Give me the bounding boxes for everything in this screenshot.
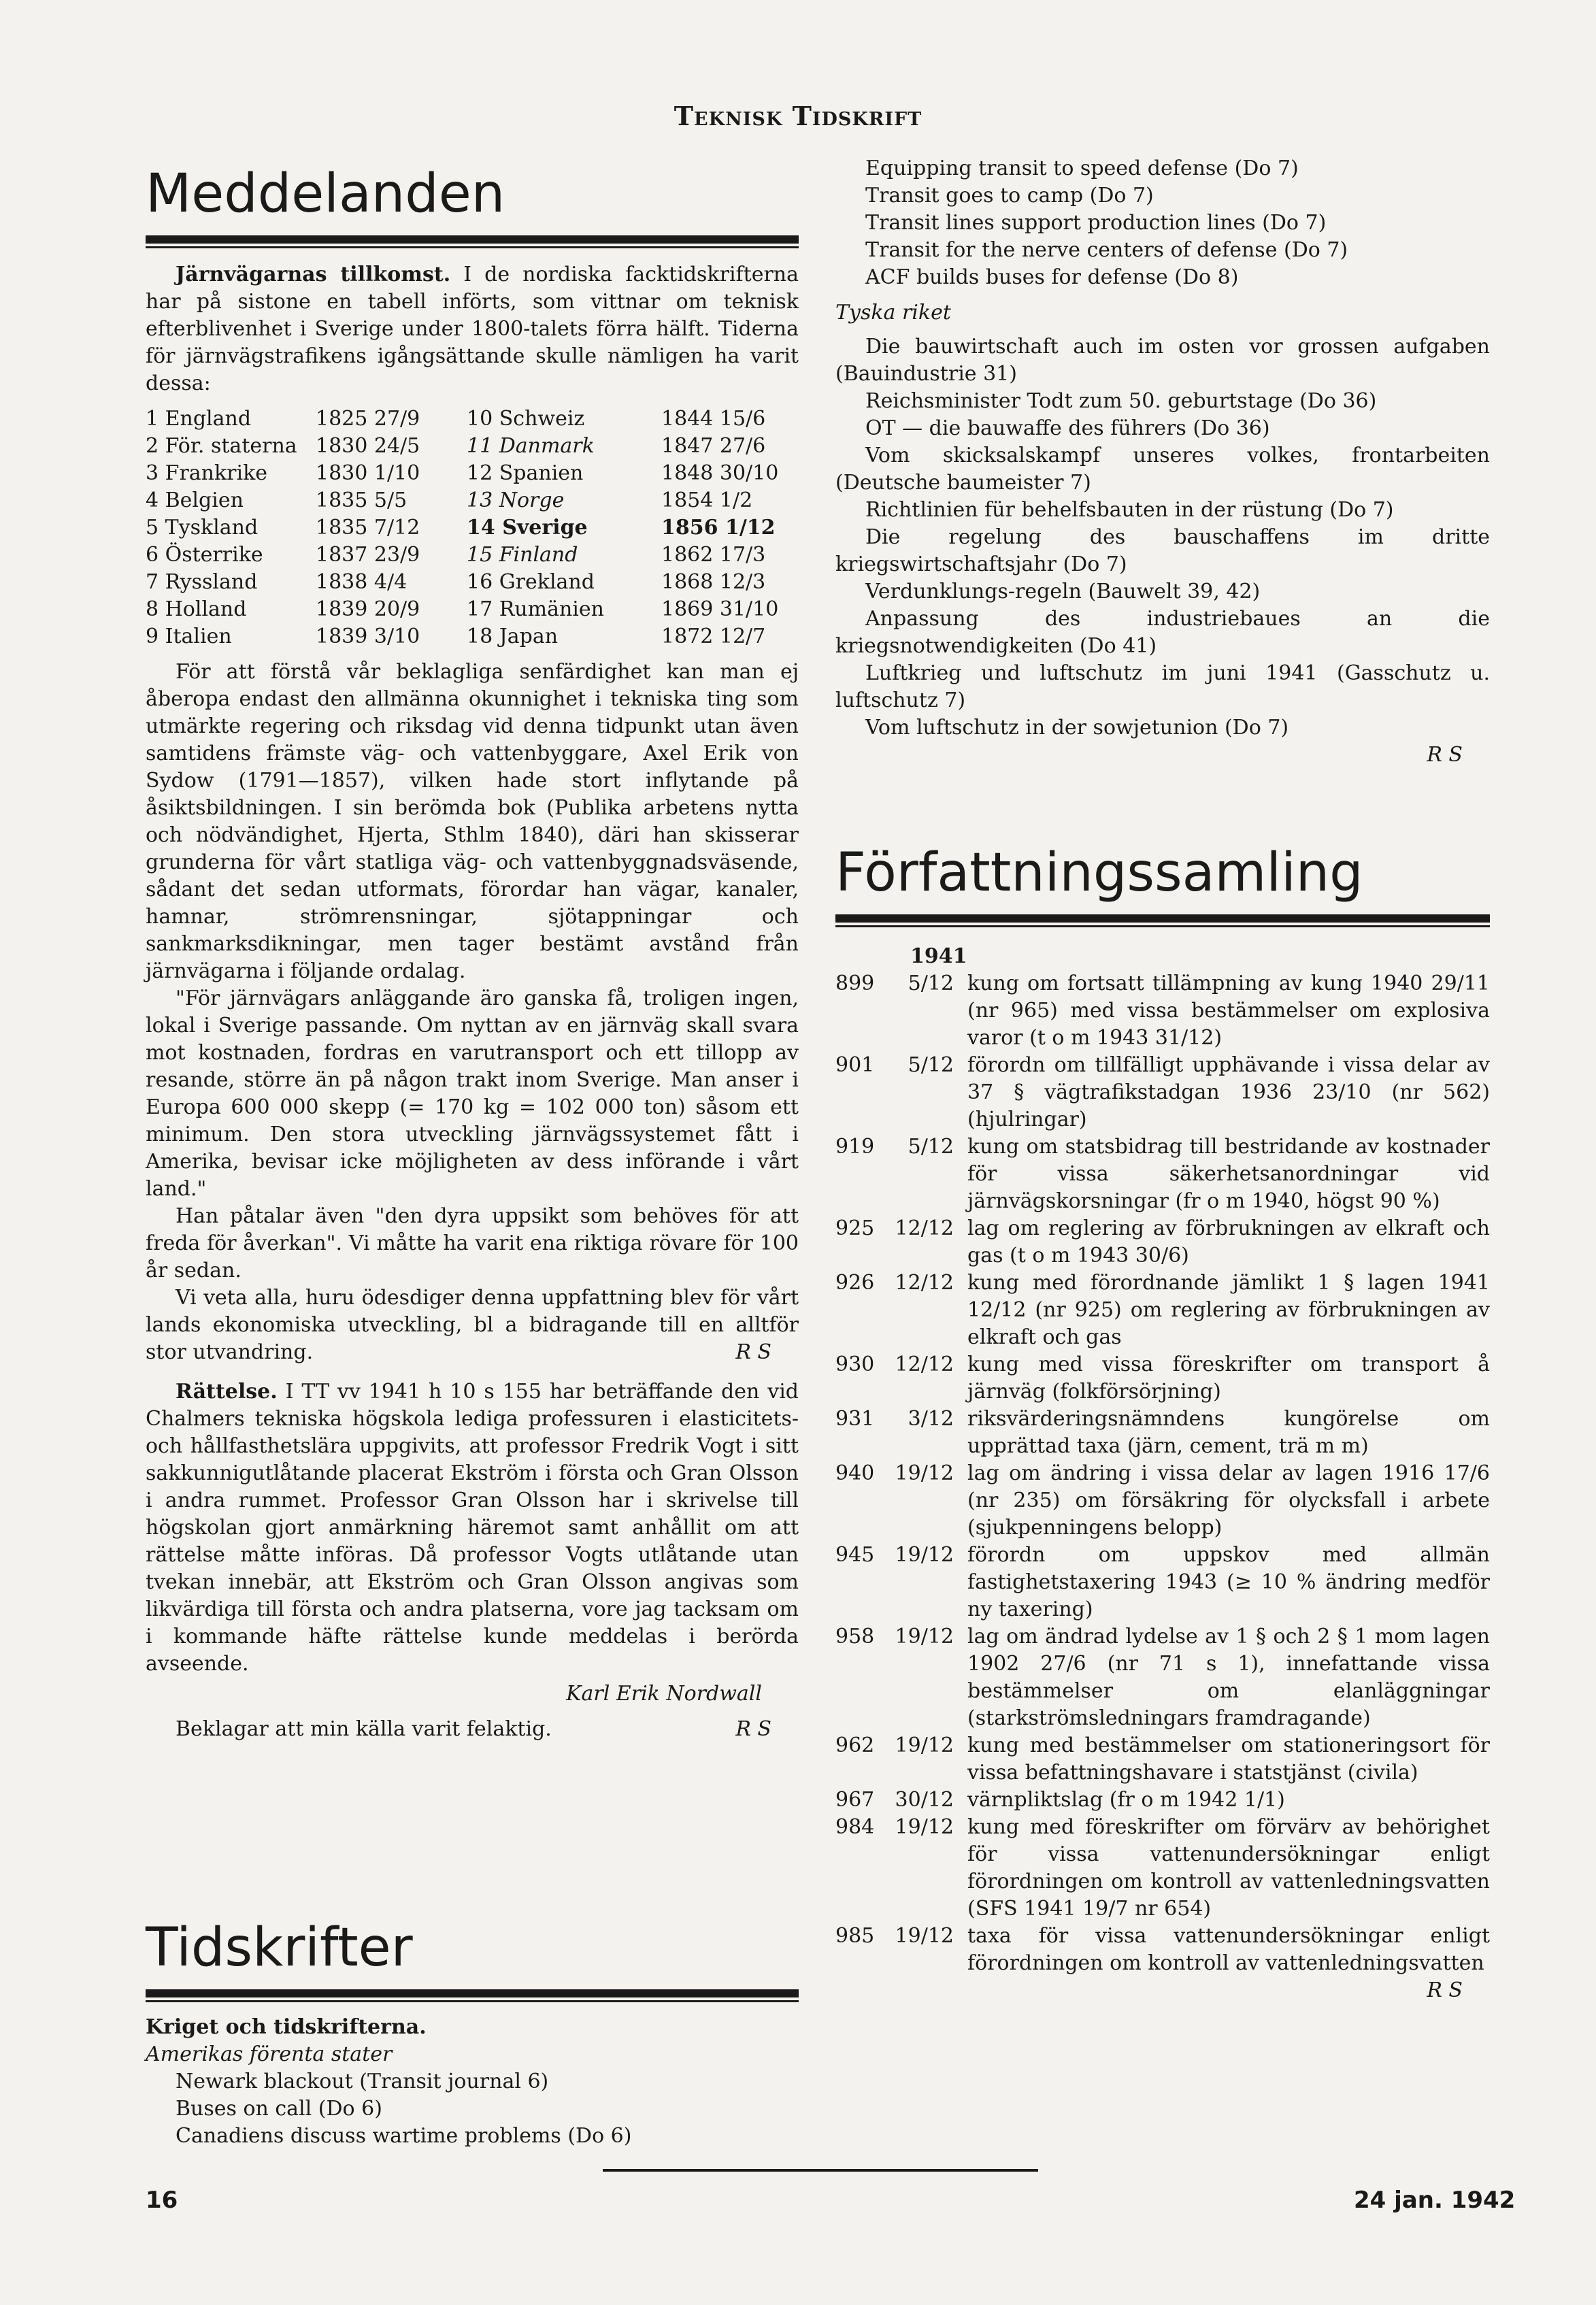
table-cell: 1868 12/3 <box>661 570 766 594</box>
rattelse-text: I TT vv 1941 h 10 s 155 har beträffande den vid Chalmers tekniska högskola lediga professuren i elasticitets- och hållfasthetslära uppgivits, att professor Fredrik Vogt i sitt sakkunnigutlåtande placerat Ekström i första och Gran Olsson i andra rummet. Professor Gran Olsson har i skrivelse till högskolan gjort anmärkning häremot samt anhållit om att rättelse måtte införas. Då professor Vogts utlåtande utan tvekan innebär, att Ekström och Gran Olsson angivas som likvärdiga till första och andra platserna, vore jag tacksam om i kommande häfte rättelse kunde meddelas i berörda avseende. <box>146 1380 799 1676</box>
table-cell: 7 Ryssland <box>146 570 258 594</box>
statute-row <box>835 1215 1490 1270</box>
subsection-us: Amerikas förenta stater <box>146 2042 393 2066</box>
list-item: Reichsminister Todt zum 50. geburtstage (Do 36) <box>865 389 1377 413</box>
statute-date: 19/12 <box>895 1924 954 1948</box>
statute-row <box>835 1460 1490 1542</box>
table-cell: 6 Österrike <box>146 543 263 567</box>
intro-text: I de nordiska facktidskrifterna har på sistone en tabell införts, som vittnar om teknisk efterblivenhet i Sverige under 1800-talets förra hälft. Tiderna för järnvägstrafikens igångsättande skulle nämligen ha varit dessa: <box>146 263 799 395</box>
table-cell: 13 Norge <box>467 488 565 512</box>
section-rule-thin <box>835 925 1490 927</box>
statute-row <box>835 1814 1490 1923</box>
section-title-meddelanden: Meddelanden <box>146 163 505 225</box>
table-cell: 3 Frankrike <box>146 461 268 485</box>
beklagar-line <box>146 1716 799 1743</box>
list-item: Richtlinien für behelfsbauten in der rüstung (Do 7) <box>865 498 1394 522</box>
table-row <box>146 514 799 542</box>
list-item: Die bauwirtschaft auch im osten vor grossen aufgaben (Bauindustrie 31) <box>835 335 1490 386</box>
statute-text: förordn om uppskov med allmän fastighetstaxering 1943 (≥ 10 % ändring medför ny taxering) <box>967 1543 1490 1621</box>
signature-nordwall: Karl Erik Nordwall <box>566 1682 762 1706</box>
statute-text: lag om ändring i vissa delar av lagen 1916 17/6 (nr 235) om försäkring för olycksfall i arbete (sjukpenningens belopp) <box>967 1461 1490 1540</box>
section-rule-thin <box>146 2000 799 2002</box>
list-item: ACF builds buses for defense (Do 8) <box>865 265 1239 289</box>
table-cell: 1862 17/3 <box>661 543 766 567</box>
statute-row <box>835 1542 1490 1623</box>
intro-paragraph <box>146 261 799 397</box>
table-row <box>146 460 799 487</box>
section-rule <box>146 1989 799 1997</box>
statute-row <box>835 1052 1490 1133</box>
signature-rs-3: R S <box>1427 743 1463 767</box>
tidskrifter-heading: Kriget och tidskrifterna. <box>146 2015 427 2039</box>
issue-date: 24 jan. 1942 <box>1354 2187 1516 2214</box>
statute-date: 5/12 <box>908 1053 954 1077</box>
signature-rs-4: R S <box>1427 1978 1463 2002</box>
statute-number: 930 <box>835 1353 875 1376</box>
rattelse-paragraph <box>146 1378 799 1678</box>
statute-date: 3/12 <box>908 1407 954 1431</box>
table-cell: 4 Belgien <box>146 488 244 512</box>
section-rule-thin <box>146 246 799 248</box>
paragraph-2: "För järnvägars anläggande äro ganska få, troligen ingen, lokal i Sverige passande. Om nyttan av en järnväg skall svara mot kostnaden, fordras en varutransport och ett tillopp av resande, större än på någon trakt inom Sverige. Man anser i Europa 600 000 skepp (= 170 kg = 102 000 ton) såsom ett minimum. Den stora utveckling järnvägssystemet fått i Amerika, bevisar icke möjligheten av dess införande i vårt land." <box>146 986 799 1201</box>
table-cell: 1838 4/4 <box>316 570 408 594</box>
table-cell: 1854 1/2 <box>661 488 753 512</box>
statute-number: 931 <box>835 1407 875 1431</box>
list-item: Vom luftschutz in der sowjetunion (Do 7) <box>865 716 1289 740</box>
paragraph-1: För att förstå vår beklagliga senfärdighet kan man ej åberopa endast den allmänna okunnighet i tekniska ting som utmärkte regering och riksdag vid denna tidpunkt utan även samtidens främste väg- och vattenbyggare, Axel Erik von Sydow (1791—1857), vilken hade stort inflytande på åsiktsbildningen. I sin berömda bok (Publika arbetens nytta och nödvändighet, Hjerta, Sthlm 1840), däri han skisserar grunderna för vårt statliga väg- och vattenbyggnadsväsende, sådant det sedan utformats, förordar han vägar, kanaler, hamnar, strömrensningar, sjötappningar och sankmarksdikningar, men tager bestämt avstånd från järnvägarna i följande ordalag. <box>146 660 799 983</box>
paragraph-4 <box>146 1284 799 1366</box>
list-item: Transit for the nerve centers of defense (Do 7) <box>865 238 1348 262</box>
statute-row <box>835 1270 1490 1351</box>
tidskrifter-body-right <box>835 155 1490 769</box>
statute-date: 19/12 <box>895 1625 954 1648</box>
statute-date: 19/12 <box>895 1461 954 1485</box>
table-cell: 1869 31/10 <box>661 597 779 621</box>
table-cell: 1837 23/9 <box>316 543 420 567</box>
statute-text: lag om reglering av förbrukningen av elkraft och gas (t o m 1943 30/6) <box>967 1216 1490 1267</box>
intro-heading: Järnvägarnas tillkomst. <box>176 263 451 286</box>
statute-text: kung med bestämmelser om stationeringsort för vissa befattningshavare i statstjänst (civila) <box>967 1734 1490 1785</box>
statute-date: 19/12 <box>895 1734 954 1757</box>
statute-number: 901 <box>835 1053 875 1077</box>
statute-number: 985 <box>835 1924 875 1948</box>
section-title-forfattningssamling: Författningssamling <box>835 842 1363 903</box>
table-cell: 1835 5/5 <box>316 488 408 512</box>
statute-text: kung om fortsatt tillämpning av kung 1940 29/11 (nr 965) med vissa bestämmelser om explosiva varor (t o m 1943 31/12) <box>967 972 1490 1050</box>
signature-rs-1: R S <box>735 1340 771 1364</box>
table-cell: 1839 3/10 <box>316 625 420 648</box>
table-cell: 1856 1/12 <box>661 516 776 540</box>
section-title-tidskrifter: Tidskrifter <box>146 1917 413 1978</box>
statute-date: 30/12 <box>895 1788 954 1812</box>
tidskrifter-section <box>146 1917 799 2002</box>
statute-number: 962 <box>835 1734 875 1757</box>
table-row <box>146 542 799 569</box>
table-cell: 17 Rumänien <box>467 597 604 621</box>
statute-number: 925 <box>835 1216 875 1240</box>
statute-number: 899 <box>835 972 875 995</box>
table-cell: 1848 30/10 <box>661 461 779 485</box>
year-heading: 1941 <box>910 944 967 968</box>
table-cell: 11 Danmark <box>467 434 595 458</box>
list-item: Transit lines support production lines (Do 7) <box>865 211 1327 235</box>
footer-rule <box>603 2169 1038 2172</box>
table-cell: 15 Finland <box>467 543 578 567</box>
table-cell: 5 Tyskland <box>146 516 259 540</box>
list-item: Transit goes to camp (Do 7) <box>865 184 1154 208</box>
statute-date: 19/12 <box>895 1543 954 1567</box>
table-cell: 18 Japan <box>467 625 559 648</box>
statute-date: 12/12 <box>895 1353 954 1376</box>
list-item: Anpassung des industriebaues an die kriegsnotwendigkeiten (Do 41) <box>835 607 1490 658</box>
railway-table <box>146 405 799 650</box>
list-item: Verdunklungs-regeln (Bauwelt 39, 42) <box>865 580 1261 603</box>
statute-text: kung med förordnande jämlikt 1 § lagen 1941 12/12 (nr 925) om reglering av förbrukningen av elkraft och gas <box>967 1271 1490 1349</box>
statute-text: värnpliktslag (fr o m 1942 1/1) <box>967 1788 1285 1812</box>
table-row <box>146 405 799 433</box>
list-item: Canadiens discuss wartime problems (Do 6) <box>176 2124 632 2148</box>
table-cell: 1830 24/5 <box>316 434 420 458</box>
table-row <box>146 596 799 623</box>
list-item: Buses on call (Do 6) <box>176 2097 382 2121</box>
paragraph-4-text: Vi veta alla, huru ödesdiger denna uppfattning blev för vårt lands ekonomiska utveckling, bl a bidragande till en alltför stor utvandring. <box>146 1286 799 1364</box>
table-cell: 14 Sverige <box>467 516 588 540</box>
table-cell: 1830 1/10 <box>316 461 420 485</box>
page-number: 16 <box>146 2187 178 2214</box>
meddelanden-section <box>146 163 799 248</box>
table-cell: 10 Schweiz <box>467 407 585 431</box>
statute-row <box>835 1351 1490 1406</box>
list-item: OT — die bauwaffe des führers (Do 36) <box>865 416 1270 440</box>
table-cell: 1835 7/12 <box>316 516 420 540</box>
table-row <box>146 487 799 514</box>
list-item: Vom skicksalskampf unseres volkes, frontarbeiten (Deutsche baumeister 7) <box>835 444 1490 495</box>
meddelanden-body <box>146 261 799 1743</box>
table-row <box>146 623 799 650</box>
statute-number: 919 <box>835 1135 875 1159</box>
statute-text: kung med vissa föreskrifter om transport å järnväg (folkförsörjning) <box>967 1353 1490 1404</box>
statute-date: 19/12 <box>895 1815 954 1839</box>
table-cell: 8 Holland <box>146 597 247 621</box>
statute-text: riksvärderingsnämndens kungörelse om upprättad taxa (järn, cement, trä m m) <box>967 1407 1490 1458</box>
statute-date: 5/12 <box>908 972 954 995</box>
statute-row <box>835 1623 1490 1732</box>
table-row <box>146 569 799 596</box>
table-cell: 16 Grekland <box>467 570 595 594</box>
statute-text: förordn om tillfälligt upphävande i vissa delar av 37 § vägtrafikstadgan 1936 23/10 (nr 562) (hjulringar) <box>967 1053 1490 1131</box>
statute-text: lag om ändrad lydelse av 1 § och 2 § 1 mom lagen 1902 27/6 (nr 71 s 1), innefattande vissa bestämmelser om elanläggningar (starkströmsledningars framdragande) <box>967 1625 1490 1730</box>
statute-row <box>835 1133 1490 1215</box>
statute-text: kung med föreskrifter om förvärv av behörighet för vissa vattenundersökningar enligt förordningen om kontroll av vattenledningsvatten (SFS 1941 19/7 nr 654) <box>967 1815 1490 1921</box>
table-cell: 2 För. staterna <box>146 434 297 458</box>
masthead: Teknisk Tidskrift <box>674 101 922 131</box>
german-list <box>835 333 1490 742</box>
statute-number: 926 <box>835 1271 875 1295</box>
table-cell: 1839 20/9 <box>316 597 420 621</box>
signature-rs-2: R S <box>735 1717 771 1741</box>
statute-row <box>835 970 1490 1052</box>
statute-number: 967 <box>835 1788 875 1812</box>
paragraph-3: Han påtalar även "den dyra uppsikt som behöves för att freda för åverkan". Vi måtte ha varit ena riktiga rövare för 100 år sedan. <box>146 1204 799 1282</box>
beklagar-text: Beklagar att min källa varit felaktig. <box>176 1717 552 1741</box>
statute-table <box>835 970 1490 1977</box>
list-item: Die regelung des bauschaffens im dritte kriegswirtschaftsjahr (Do 7) <box>835 525 1490 576</box>
forfattning-section <box>835 842 1490 927</box>
table-cell: 1 England <box>146 407 252 431</box>
statute-row <box>835 1787 1490 1814</box>
table-cell: 9 Italien <box>146 625 232 648</box>
statute-number: 958 <box>835 1625 875 1648</box>
tidskrifter-body-left <box>146 2014 799 2150</box>
table-cell: 1847 27/6 <box>661 434 766 458</box>
section-rule <box>835 914 1490 923</box>
table-row <box>146 433 799 460</box>
list-item: Equipping transit to speed defense (Do 7) <box>865 156 1299 180</box>
statute-number: 945 <box>835 1543 875 1567</box>
statute-row <box>835 1406 1490 1460</box>
statute-text: kung om statsbidrag till bestridande av kostnader för vissa säkerhetsanordningar vid järnvägskorsningar (fr o m 1940, högst 90 %) <box>967 1135 1490 1213</box>
statute-date: 12/12 <box>895 1216 954 1240</box>
table-cell: 1872 12/7 <box>661 625 766 648</box>
subsection-de: Tyska riket <box>835 301 951 325</box>
list-item: Newark blackout (Transit journal 6) <box>176 2070 549 2093</box>
table-cell: 1844 15/6 <box>661 407 766 431</box>
statute-row <box>835 1732 1490 1787</box>
forfattning-body <box>835 943 1490 2004</box>
statute-text: taxa för vissa vattenundersökningar enligt förordningen om kontroll av vattenledningsvatten <box>967 1924 1490 1975</box>
table-cell: 1825 27/9 <box>316 407 420 431</box>
statute-number: 984 <box>835 1815 875 1839</box>
statute-date: 5/12 <box>908 1135 954 1159</box>
section-rule <box>146 235 799 244</box>
statute-number: 940 <box>835 1461 875 1485</box>
rattelse-heading: Rättelse. <box>176 1380 278 1404</box>
statute-date: 12/12 <box>895 1271 954 1295</box>
statute-row <box>835 1923 1490 1977</box>
table-cell: 12 Spanien <box>467 461 584 485</box>
list-item: Luftkrieg und luftschutz im juni 1941 (Gasschutz u. luftschutz 7) <box>835 661 1490 712</box>
